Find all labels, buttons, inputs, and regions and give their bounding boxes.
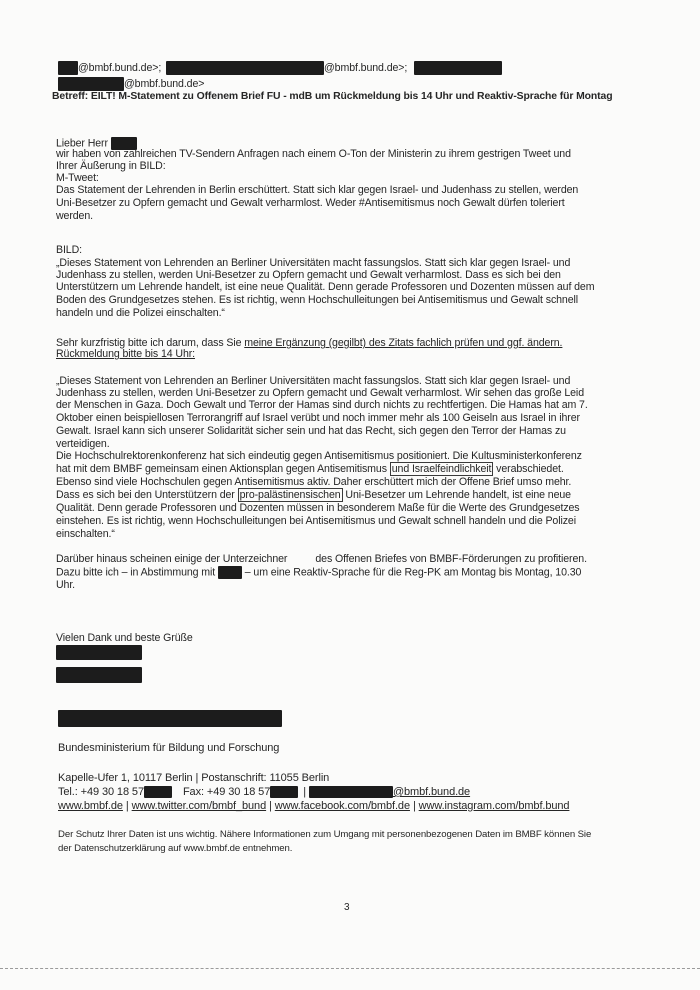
redaction-bar [218, 566, 242, 579]
tweet-line-2: Uni-Besetzer zu Opfern gemacht und Gewalt verharmlost. Weder #Antisemitismus noch Gewalt dürfen toleriert [56, 197, 565, 209]
request-line-1: Sehr kurzfristig bitte ich darum, dass Sie meine Ergänzung (gegilbt) des Zitats fachlich prüfen und ggf. ändern. [56, 337, 563, 349]
extra-line-1: Darüber hinaus scheinen einige der Unterzeichner des Offenen Briefes von BMBF-Förderungen zu profitieren. [56, 553, 587, 565]
revised-line-11: Qualität. Denn gerade Professoren und Dozenten müssen in besonderem Maße für die Werte des Grundgesetzes [56, 502, 580, 514]
greeting: Lieber Herr [56, 137, 137, 150]
page-number: 3 [344, 902, 350, 913]
bild-line-2: Judenhass zu stellen, werden Uni-Besetzer zu Opfern gemacht und Gewalt verharmlost. Dass es sich bei den [56, 269, 561, 281]
redaction-bar [270, 786, 298, 798]
revised-line-9: Ebenso sind viele Hochschulen gegen Antisemitismus aktiv. Daher erschüttert mich der Offene Brief umso mehr. [56, 476, 572, 488]
intro-line-2: Ihrer Äußerung in BILD: [56, 160, 166, 172]
fax: Fax: +49 30 18 57 [182, 786, 271, 798]
revised-line-10: Dass es sich bei den Unterstützern der pro-palästinensischen Uni-Besetzer um Lehrende handelt, ist eine neue [56, 489, 571, 501]
page-edge-divider [0, 968, 700, 970]
recipient-email: @bmbf.bund.de>; [78, 61, 162, 74]
web-links: www.bmbf.de | www.twitter.com/bmbf_bund | www.facebook.com/bmbf.de | www.instagram.com/bmbf.bund [58, 800, 570, 812]
closing: Vielen Dank und beste Grüße [56, 632, 193, 644]
redaction-bar [144, 786, 172, 798]
bild-line-3: Unterstützern um Lehrende handelt, ist eine neue Qualität. Denn gerade Professoren und Dozenten müssen auf dem [56, 281, 595, 293]
redaction-bar [414, 61, 502, 75]
revised-line-3: der Menschen in Gaza. Doch Gewalt und Terror der Hamas sind durch nichts zu rechtfertigen. Die Hamas hat am 7. [56, 399, 588, 411]
recipient-email: @bmbf.bund.de> [124, 77, 205, 90]
bild-line-1: „Dieses Statement von Lehrenden an Berliner Universitäten macht fassungslos. Statt sich klar gegen Israel- und [56, 257, 571, 269]
redaction-bar [309, 786, 393, 798]
revised-line-5: Gewalt. Israel kann sich unserer Solidarität sicher sein und hat das Recht, sich gegen den Terror der Hamas zu [56, 425, 566, 437]
recipient-email: @bmbf.bund.de>; [324, 61, 408, 74]
recipient-line-2 [58, 77, 204, 91]
tweet-line-3: werden. [56, 210, 93, 222]
email-link[interactable]: @bmbf.bund.de [392, 786, 471, 798]
subject-line: Betreff: EILT! M-Statement zu Offenem Brief FU - mdB um Rückmeldung bis 14 Uhr und Reaktiv-Sprache für Montag [52, 91, 613, 102]
organization-name: Bundesministerium für Bildung und Forschung [58, 742, 280, 754]
tweet-line-1: Das Statement der Lehrenden in Berlin erschüttert. Statt sich klar gegen Israel- und Judenhass zu stellen, werden [56, 184, 579, 196]
contact-line: Tel.: +49 30 18 57 Fax: +49 30 18 57 | @bmbf.bund.de [58, 786, 471, 798]
revised-line-8: hat mit dem BMBF gemeinsam einen Aktionsplan gegen Antisemitismus und Israelfeindlichkeit verabschiedet. [56, 463, 564, 475]
revised-line-13: einschalten.“ [56, 528, 115, 540]
redaction-bar [56, 667, 142, 683]
mtweet-label: M-Tweet: [56, 172, 99, 184]
twitter-link[interactable]: www.twitter.com/bmbf_bund [131, 800, 267, 812]
request-deadline: Rückmeldung bitte bis 14 Uhr: [56, 348, 196, 360]
revised-line-6: verteidigen. [56, 438, 110, 450]
revised-line-7: Die Hochschulrektorenkonferenz hat sich eindeutig gegen Antisemitismus positioniert. Die Kultusministerkonferenz [56, 450, 582, 462]
bild-line-5: handeln und die Polizei einschalten.“ [56, 307, 225, 319]
address: Kapelle-Ufer 1, 10117 Berlin | Postanschrift: 11055 Berlin [58, 772, 330, 784]
extra-line-2: Dazu bitte ich – in Abstimmung mit – um eine Reaktiv-Sprache für die Reg-PK am Montag bis Montag, 10.30 [56, 566, 582, 579]
privacy-line-2: der Datenschutzerklärung auf www.bmbf.de entnehmen. [58, 843, 293, 854]
marked-insertion: und Israelfeindlichkeit [391, 463, 492, 475]
redaction-bar [58, 710, 282, 727]
intro-line-1: wir haben von zahlreichen TV-Sendern Anfragen nach einem O-Ton der Ministerin zu ihrem gestrigen Tweet und [56, 148, 571, 160]
bild-line-4: Boden des Grundgesetzes stehen. Es ist richtig, wenn Hochschulleitungen bei Antisemitismus und Gewalt schnell [56, 294, 579, 306]
revised-line-4: Oktober einen beispiellosen Terrorangriff auf Israel verübt und noch immer mehr als 100 Geiseln aus Israel in ihrer [56, 412, 580, 424]
extra-line-3: Uhr. [56, 579, 76, 591]
recipient-line-1 [58, 61, 502, 75]
revised-line-12: einstehen. Es ist richtig, wenn Hochschulleitungen bei Antisemitismus und Gewalt schnell handeln und die Polizei [56, 515, 576, 527]
marked-insertion: pro-palästinensischen [239, 489, 341, 501]
privacy-line-1: Der Schutz Ihrer Daten ist uns wichtig. Nähere Informationen zum Umgang mit personenbezogenen Daten im BMBF können Sie [58, 829, 592, 840]
bild-label: BILD: [56, 244, 82, 256]
revised-line-1: „Dieses Statement von Lehrenden an Berliner Universitäten macht fassungslos. Statt sich klar gegen Israel- und [56, 375, 571, 387]
phone: Tel.: +49 30 18 57 [58, 786, 144, 798]
highlighted-request: meine Ergänzung (gegilbt) des Zitats fachlich prüfen und ggf. ändern. [244, 337, 563, 349]
instagram-link[interactable]: www.instagram.com/bmbf.bund [418, 800, 570, 812]
redaction-bar [56, 645, 142, 660]
website-link[interactable]: www.bmbf.de [58, 800, 123, 812]
facebook-link[interactable]: www.facebook.com/bmbf.de [274, 800, 410, 812]
redaction-bar [58, 77, 124, 91]
redaction-bar [166, 61, 324, 75]
redaction-bar [58, 61, 78, 75]
revised-line-2: Judenhass zu stellen, werden Uni-Besetzer zu Opfern gemacht und Gewalt verharmlost. Wir sehen das große Leid [56, 387, 584, 399]
